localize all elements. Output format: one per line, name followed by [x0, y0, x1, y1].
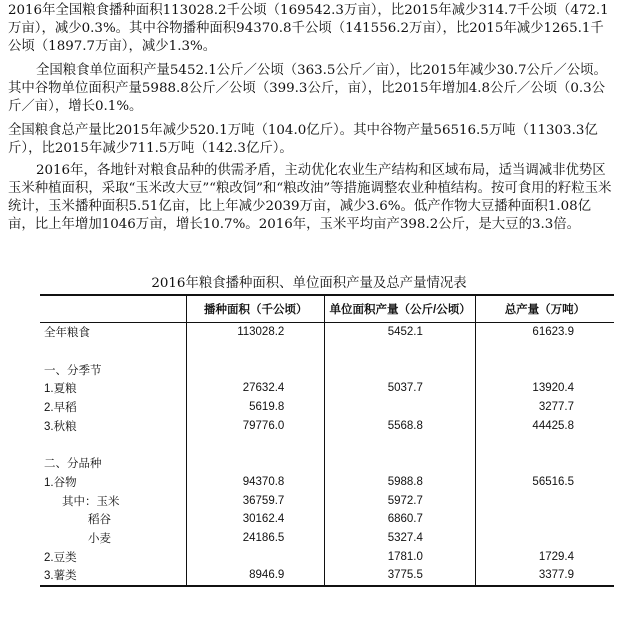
table-row	[40, 510, 614, 529]
table-row	[40, 416, 614, 435]
cell-total-output: 56516.5	[475, 473, 614, 492]
cell-total-output	[475, 529, 614, 548]
cell-sown-area	[187, 547, 325, 566]
cell-unit-yield: 5452.1	[325, 323, 476, 342]
row-label: 全年粮食	[44, 327, 90, 340]
table-row	[40, 379, 614, 398]
cell-unit-yield: 5988.8	[325, 473, 476, 492]
cell-unit-yield	[325, 435, 476, 454]
cell-unit-yield: 3775.5	[325, 566, 476, 586]
grain-statistics-table	[40, 294, 614, 587]
cell-total-output	[475, 491, 614, 510]
cell-sown-area: 30162.4	[187, 510, 325, 529]
row-label	[40, 342, 187, 361]
cell-total-output: 3277.7	[475, 398, 614, 417]
table-row	[40, 529, 614, 548]
cell-total-output	[475, 510, 614, 529]
row-label	[40, 435, 187, 454]
row-label: 其中：玉米	[62, 495, 120, 508]
paragraph-structure-adjustment: 2016年，各地针对粮食品种的供需矛盾，主动优化农业生产结构和区域布局，适当调减非优势区玉米种植面积，采取“玉米改大豆”“粮改饲”和“粮改油”等措施调整农业种植结构。按可食用的籽粒玉米统计，玉米播种面积5.51亿亩，比上年减少2039万亩，减少3.6%。低产作物大豆播种面积1.08亿亩，比上年增加1046万亩，增长10.7%。2016年，玉米平均亩产398.2公斤，是大豆的3.3倍。	[8, 163, 612, 232]
cell-sown-area: 5619.8	[187, 398, 325, 417]
paragraph-total-output: 全国粮食总产量比2015年减少520.1万吨（104.0亿斤）。其中谷物产量56516.5万吨（11303.3亿斤），比2015年减少711.5万吨（142.3亿斤）。	[8, 123, 598, 156]
table-row	[40, 342, 614, 361]
table-row	[40, 566, 614, 586]
cell-unit-yield: 6860.7	[325, 510, 476, 529]
section-label: 一、分季节	[44, 364, 102, 377]
paragraph-sown-area: 2016年全国粮食播种面积113028.2千公顷（169542.3万亩），比2015年减少314.7千公顷（472.1万亩），减少0.3%。其中谷物播种面积94370.8千公顷（141556.2万亩），比2015年减少1265.1千公顷（1897.7万亩），减少1.3%。	[8, 3, 609, 54]
table-row	[40, 360, 614, 379]
cell-total-output	[475, 360, 614, 379]
header-item	[40, 295, 187, 323]
row-label: 3.秋粮	[44, 420, 77, 433]
cell-unit-yield	[325, 454, 476, 473]
cell-sown-area	[187, 454, 325, 473]
table-row	[40, 547, 614, 566]
row-label: 1.夏粮	[44, 383, 77, 396]
cell-sown-area	[187, 435, 325, 454]
cell-sown-area: 79776.0	[187, 416, 325, 435]
cell-sown-area	[187, 360, 325, 379]
cell-total-output	[475, 342, 614, 361]
cell-total-output: 1729.4	[475, 547, 614, 566]
cell-unit-yield	[325, 398, 476, 417]
row-label: 2.豆类	[44, 551, 77, 564]
cell-sown-area: 36759.7	[187, 491, 325, 510]
cell-total-output	[475, 454, 614, 473]
header-unit-yield: 单位面积产量（公斤/公顷）	[325, 295, 476, 323]
table-row	[40, 491, 614, 510]
table-row	[40, 398, 614, 417]
table-row	[40, 323, 614, 342]
cell-unit-yield	[325, 342, 476, 361]
row-label: 1.谷物	[44, 476, 77, 489]
cell-unit-yield: 5568.8	[325, 416, 476, 435]
cell-unit-yield: 1781.0	[325, 547, 476, 566]
cell-sown-area: 8946.9	[187, 566, 325, 586]
table-row	[40, 473, 614, 492]
table-caption: 2016年粮食播种面积、单位面积产量及总产量情况表	[151, 276, 467, 291]
row-label: 稻谷	[88, 514, 111, 527]
cell-unit-yield: 5037.7	[325, 379, 476, 398]
header-total-output: 总产量（万吨）	[475, 295, 614, 323]
cell-total-output	[475, 435, 614, 454]
row-label: 2.早稻	[44, 402, 77, 415]
cell-sown-area	[187, 342, 325, 361]
table-header-row	[40, 295, 614, 323]
paragraph-unit-yield: 全国粮食单位面积产量5452.1公斤／公顷（363.5公斤／亩），比2015年减少30.7公斤／公顷。其中谷物单位面积产量5988.8公斤／公顷（399.3公斤，亩），比2015年增加4.8公斤／公顷（0.3公斤／亩），增长0.1%。	[8, 63, 607, 114]
section-label: 二、分品种	[44, 458, 102, 471]
table-row	[40, 435, 614, 454]
row-label: 3.薯类	[40, 566, 187, 586]
cell-sown-area: 27632.4	[187, 379, 325, 398]
row-label: 小麦	[88, 532, 111, 545]
cell-total-output: 13920.4	[475, 379, 614, 398]
cell-sown-area: 24186.5	[187, 529, 325, 548]
table-row	[40, 454, 614, 473]
header-sown-area: 播种面积（千公顷）	[187, 295, 325, 323]
cell-total-output: 3377.9	[475, 566, 614, 586]
cell-total-output: 61623.9	[475, 323, 614, 342]
cell-total-output: 44425.8	[475, 416, 614, 435]
cell-unit-yield: 5972.7	[325, 491, 476, 510]
cell-sown-area: 94370.8	[187, 473, 325, 492]
cell-sown-area: 113028.2	[187, 323, 325, 342]
cell-unit-yield	[325, 360, 476, 379]
cell-unit-yield: 5327.4	[325, 529, 476, 548]
